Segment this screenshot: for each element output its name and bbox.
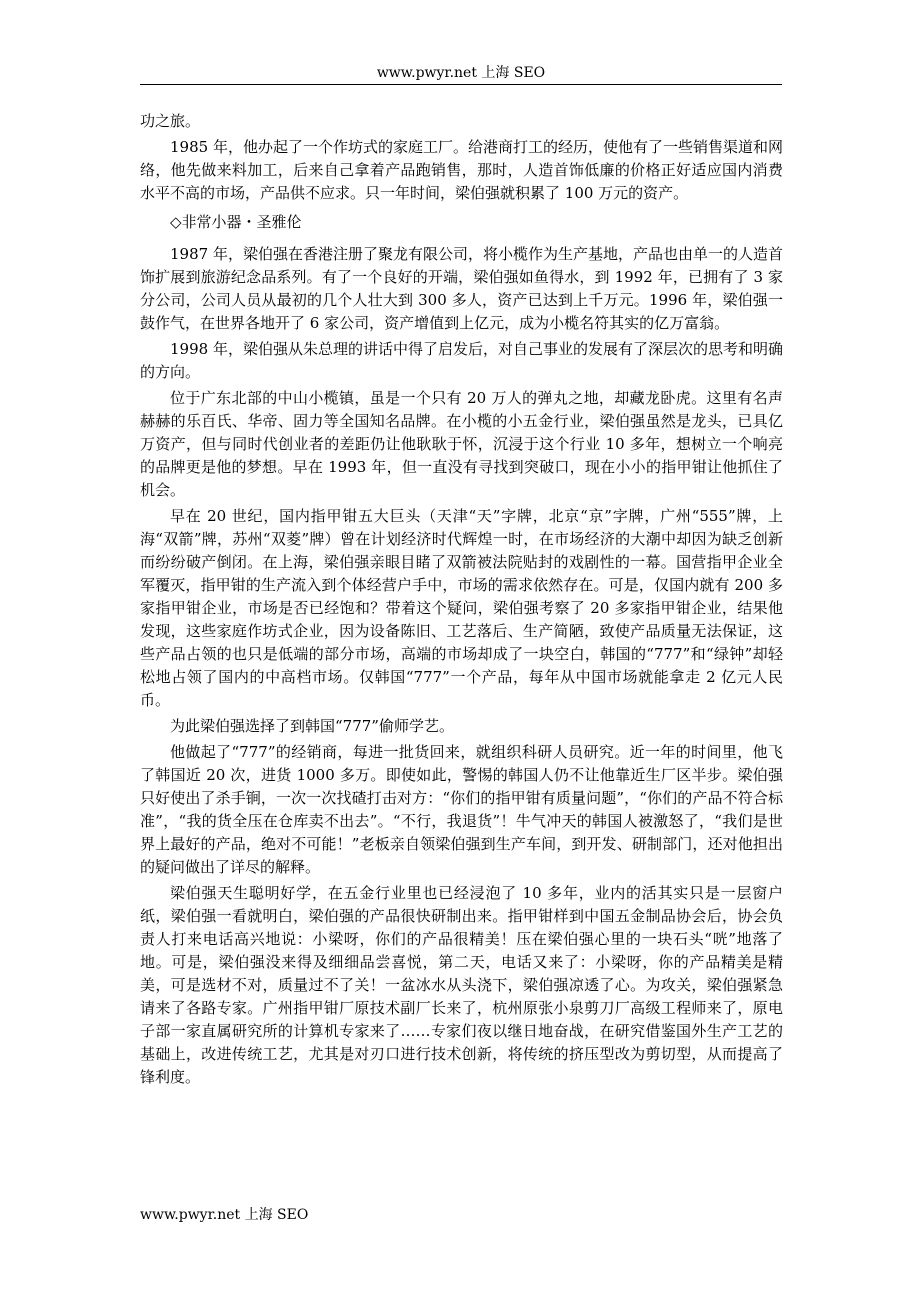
- paragraph-continuation: 功之旅。: [140, 112, 201, 130]
- page-footer: www.pwyr.net 上海 SEO: [140, 1207, 309, 1223]
- paragraph: 1985 年，他办起了一个作坊式的家庭工厂。给港商打工的经历，使他有了一些销售渠道和网络，他先做来料加工，后来自己拿着产品跑销售，那时，人造首饰低廉的价格正好适应国内消费水平不高的市场，产品供不应求。只一年时间，梁伯强就积累了 100 万元的资产。: [140, 138, 783, 202]
- header-divider: [140, 84, 782, 85]
- paragraph: 1987 年，梁伯强在香港注册了聚龙有限公司，将小榄作为生产基地，产品也由单一的人造首饰扩展到旅游纪念品系列。有了一个良好的开端，梁伯强如鱼得水，到 1992 年，已拥有了 3 家分公司，公司人员从最初的几个人壮大到 300 多人，资产已达到上千万元。1996 年，梁伯强一鼓作气，在世界各地开了 6 家公司，资产增值到上亿元，成为小榄名符其实的亿万富翁。: [140, 245, 783, 332]
- paragraph: 位于广东北部的中山小榄镇，虽是一个只有 20 万人的弹丸之地，却藏龙卧虎。这里有名声赫赫的乐百氏、华帝、固力等全国知名品牌。在小榄的小五金行业，梁伯强虽然是龙头，已具亿万资产，但与同时代创业者的差距仍让他耿耿于怀，沉浸于这个行业 10 多年，想树立一个响亮的品牌更是他的梦想。早在 1993 年，但一直没有寻找到突破口，现在小小的指甲钳让他抓住了机会。: [140, 389, 783, 499]
- paragraph: 早在 20 世纪，国内指甲钳五大巨头（天津“天”字牌，北京“京”字牌，广州“555”牌，上海“双箭”牌，苏州“双菱”牌）曾在计划经济时代辉煌一时，在市场经济的大潮中却因为缺乏创新而纷纷破产倒闭。在上海，梁伯强亲眼目睹了双箭被法院贴封的戏剧性的一幕。国营指甲企业全军覆灭，指甲钳的生产流入到个体经营户手中，市场的需求依然存在。可是，仅国内就有 200 多家指甲钳企业，市场是否已经饱和？带着这个疑问，梁伯强考察了 20 多家指甲钳企业，结果他发现，这些家庭作坊式企业，因为设备陈旧、工艺落后、生产简陋，致使产品质量无法保证，这些产品占领的也只是低端的部分市场，高端的市场却成了一块空白，韩国的“777”和“绿钟”却轻松地占领了国内的中高档市场。仅韩国“777”一个产品，每年从中国市场就能拿走 2 亿元人民币。: [140, 507, 783, 709]
- paragraph: 1998 年，梁伯强从朱总理的讲话中得了启发后，对自己事业的发展有了深层次的思考和明确的方向。: [140, 340, 783, 381]
- paragraph: 他做起了“777”的经销商，每进一批货回来，就组织科研人员研究。近一年的时间里，他飞了韩国近 20 次，进货 1000 多万。即使如此，警惕的韩国人仍不让他靠近生厂区半步。梁伯强只好使出了杀手锏，一次一次找碴打击对方：“你们的指甲钳有质量问题”，“你们的产品不符合标准”，“我的货全压在仓库卖不出去”。“不行，我退货”！牛气冲天的韩国人被激怒了，“我们是世界上最好的产品，绝对不可能！”老板亲自领梁伯强到生产车间，到开发、研制部门，还对他担出的疑问做出了详尽的解释。: [140, 743, 783, 876]
- paragraph: 梁伯强天生聪明好学，在五金行业里也已经浸泡了 10 多年，业内的活其实只是一层窗户纸，梁伯强一看就明白，梁伯强的产品很快研制出来。指甲钳样到中国五金制品协会后，协会负责人打来电话高兴地说：小梁呀，你们的产品很精美！压在梁伯强心里的一块石头“咣”地落了地。可是，梁伯强没来得及细细品尝喜悦，第二天，电话又来了：小梁呀，你的产品精美是精美，可是选材不对，质量过不了关！一盆冰水从头浇下，梁伯强凉透了心。为攻关，梁伯强紧急请来了各路专家。广州指甲钳厂原技术副厂长来了，杭州原张小泉剪刀厂高级工程师来了，原电子部一家直属研究所的计算机专家来了……专家们夜以继日地奋战，在研究借鉴国外生产工艺的基础上，改进传统工艺，尤其是对刃口进行技术创新，将传统的挤压型改为剪切型，从而提高了锋利度。: [140, 884, 783, 1086]
- paragraph: 为此梁伯强选择了到韩国“777”偷师学艺。: [170, 717, 454, 735]
- article-body: [140, 110, 783, 1092]
- page-header: www.pwyr.net 上海 SEO: [376, 65, 546, 81]
- section-heading: ◇非常小器・圣雅伦: [170, 213, 302, 231]
